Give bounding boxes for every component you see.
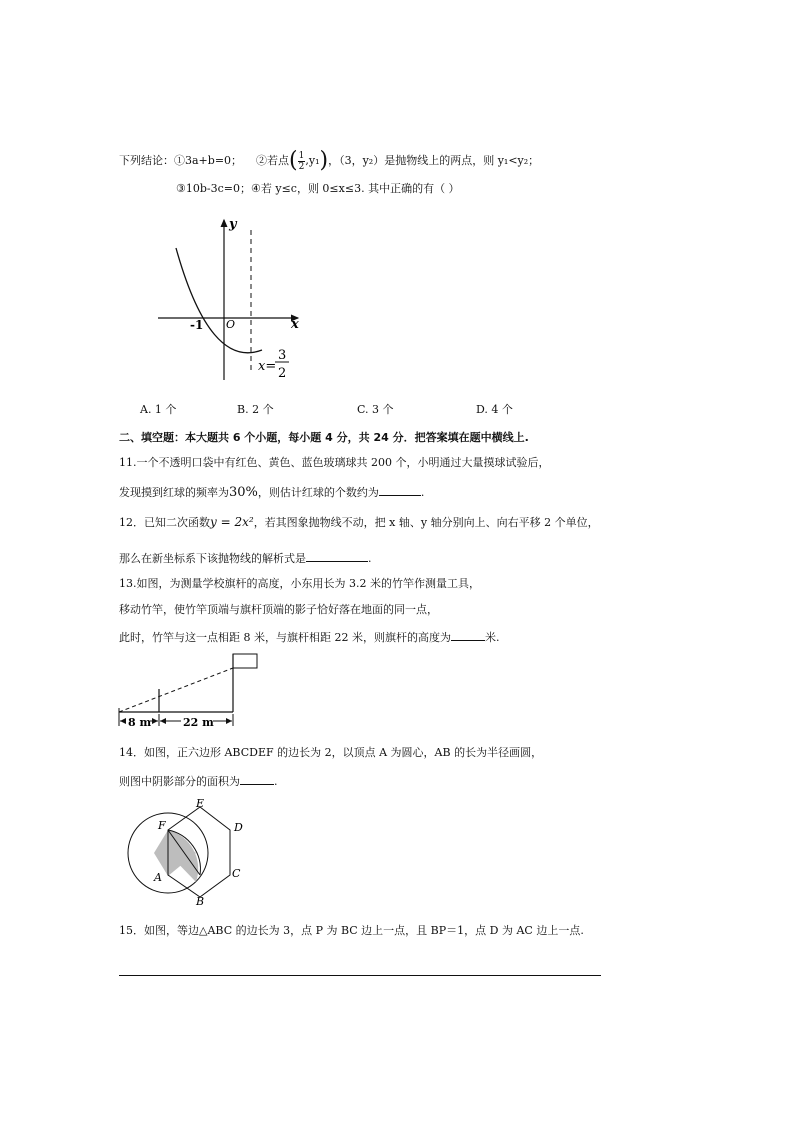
section-heading: 二、填空题：本大题共 6 个小题，每小题 4 分，共 24 分．把答案填在题中横线上. [119,431,529,444]
parabola-curve [176,248,262,353]
q13-text-a: 此时，竹竿与这一点相距 8 米，与旗杆相距 22 米，则旗杆的高度为 [119,631,451,644]
q10-line2: ③10b-3c=0；④若 y≤c，则 0≤x≤3. 其中正确的有（ ） [176,182,460,195]
shaded-region-arc [168,830,198,882]
q12-end: . [368,552,372,565]
flagpole-figure [117,652,262,730]
q11-end: . [420,486,425,499]
sight-line [119,668,233,712]
vertex-c-label: C [232,867,241,880]
q12-line2 [119,550,372,566]
q11-line1: 11.一个不透明口袋中有红色、黄色、蓝色玻璃球共 200 个，小明通过大量摸球试验后， [119,456,550,469]
q13-end: 米. [484,631,500,644]
vertex-f-label: F [158,819,166,832]
point-y1: y₁ [308,154,320,167]
q14-end: . [274,775,278,788]
dim-label-22: 22 m [183,716,214,729]
q14-line2 [119,773,278,789]
q11-answer-blank[interactable] [379,484,421,496]
left-paren: ( [289,148,298,173]
x-label: x [291,317,299,332]
q11-text-b: ，则估计红球的个数约为 [257,486,379,499]
y-label: y [229,217,237,232]
q12-function: y = 2x² [210,515,254,529]
q11-line2 [119,484,424,500]
fraction-numerator: 1 [298,150,305,161]
q10-conclusion-1: 下列结论：①3a+b=0； [119,154,243,167]
vertex-b-label: B [196,895,205,908]
q12-line1 [119,515,599,530]
footer-rule [119,975,601,976]
vertex-d-label: D [234,821,243,834]
hexagon-figure [120,797,260,907]
q12-text-a: 12．已知二次函数 [119,516,210,529]
fraction-denominator: 2 [298,161,305,172]
q14-line1: 14．如图，正六边形 ABCDEF 的边长为 2，以顶点 A 为圆心，AB 的长为半径画圆， [119,746,543,759]
q15-line1: 15．如图，等边△ABC 的边长为 3，点 P 为 BC 边上一点，且 BP＝1，点 D 为 AC 边上一点. [119,924,584,937]
option-a: A. 1 个 [140,403,177,416]
axis-eq-prefix: x= [258,359,277,374]
vertex-e-label: E [196,797,205,810]
vertex-a-label: A [154,871,162,884]
q13-line3 [119,629,499,645]
q14-answer-blank[interactable] [240,773,274,785]
neg-one-label: -1 [190,318,204,332]
q12-text-b: ，若其图象抛物线不动，把 x 轴、y 轴分别向上、向右平移 2 个单位， [253,516,599,529]
option-b: B. 2 个 [237,403,274,416]
q11-percent: 30% [229,485,258,500]
q10-conclusion-2: ②若点 [256,154,290,167]
q11-text-a: 发现摸到红球的频率为 [119,486,229,499]
q14-text-a: 则图中阴影部分的面积为 [119,775,240,788]
q12-answer-blank[interactable] [306,550,368,562]
option-c: C. 3 个 [357,403,394,416]
parabola-graph [150,210,310,385]
axis-eq-den: 2 [278,366,287,381]
option-d: D. 4 个 [476,403,513,416]
q13-line2: 移动竹竿，使竹竿顶端与旗杆顶端的影子恰好落在地面的同一点， [119,603,438,616]
point-fraction [298,151,306,172]
right-paren: ) [319,148,329,173]
dim-label-8: 8 m [128,716,152,729]
q13-answer-blank[interactable] [451,629,485,641]
q13-line1: 13.如图，为测量学校旗杆的高度，小东用长为 3.2 米的竹竿作测量工具， [119,577,480,590]
q12-text-c: 那么在新坐标系下该抛物线的解析式是 [119,552,306,565]
flag [233,654,257,668]
origin-label: O [226,318,236,331]
q10-conclusion-2-rest: ，（3，y₂）是抛物线上的两点，则 y₁<y₂； [328,154,540,167]
axis-eq-num: 3 [278,348,287,363]
q10-line1: 下列结论：①3a+b=0； ②若点( $\frac{1}{2}$ ,y₁)，（3，y₂）是抛物线上的两点，则 y₁<y₂； [119,148,540,173]
